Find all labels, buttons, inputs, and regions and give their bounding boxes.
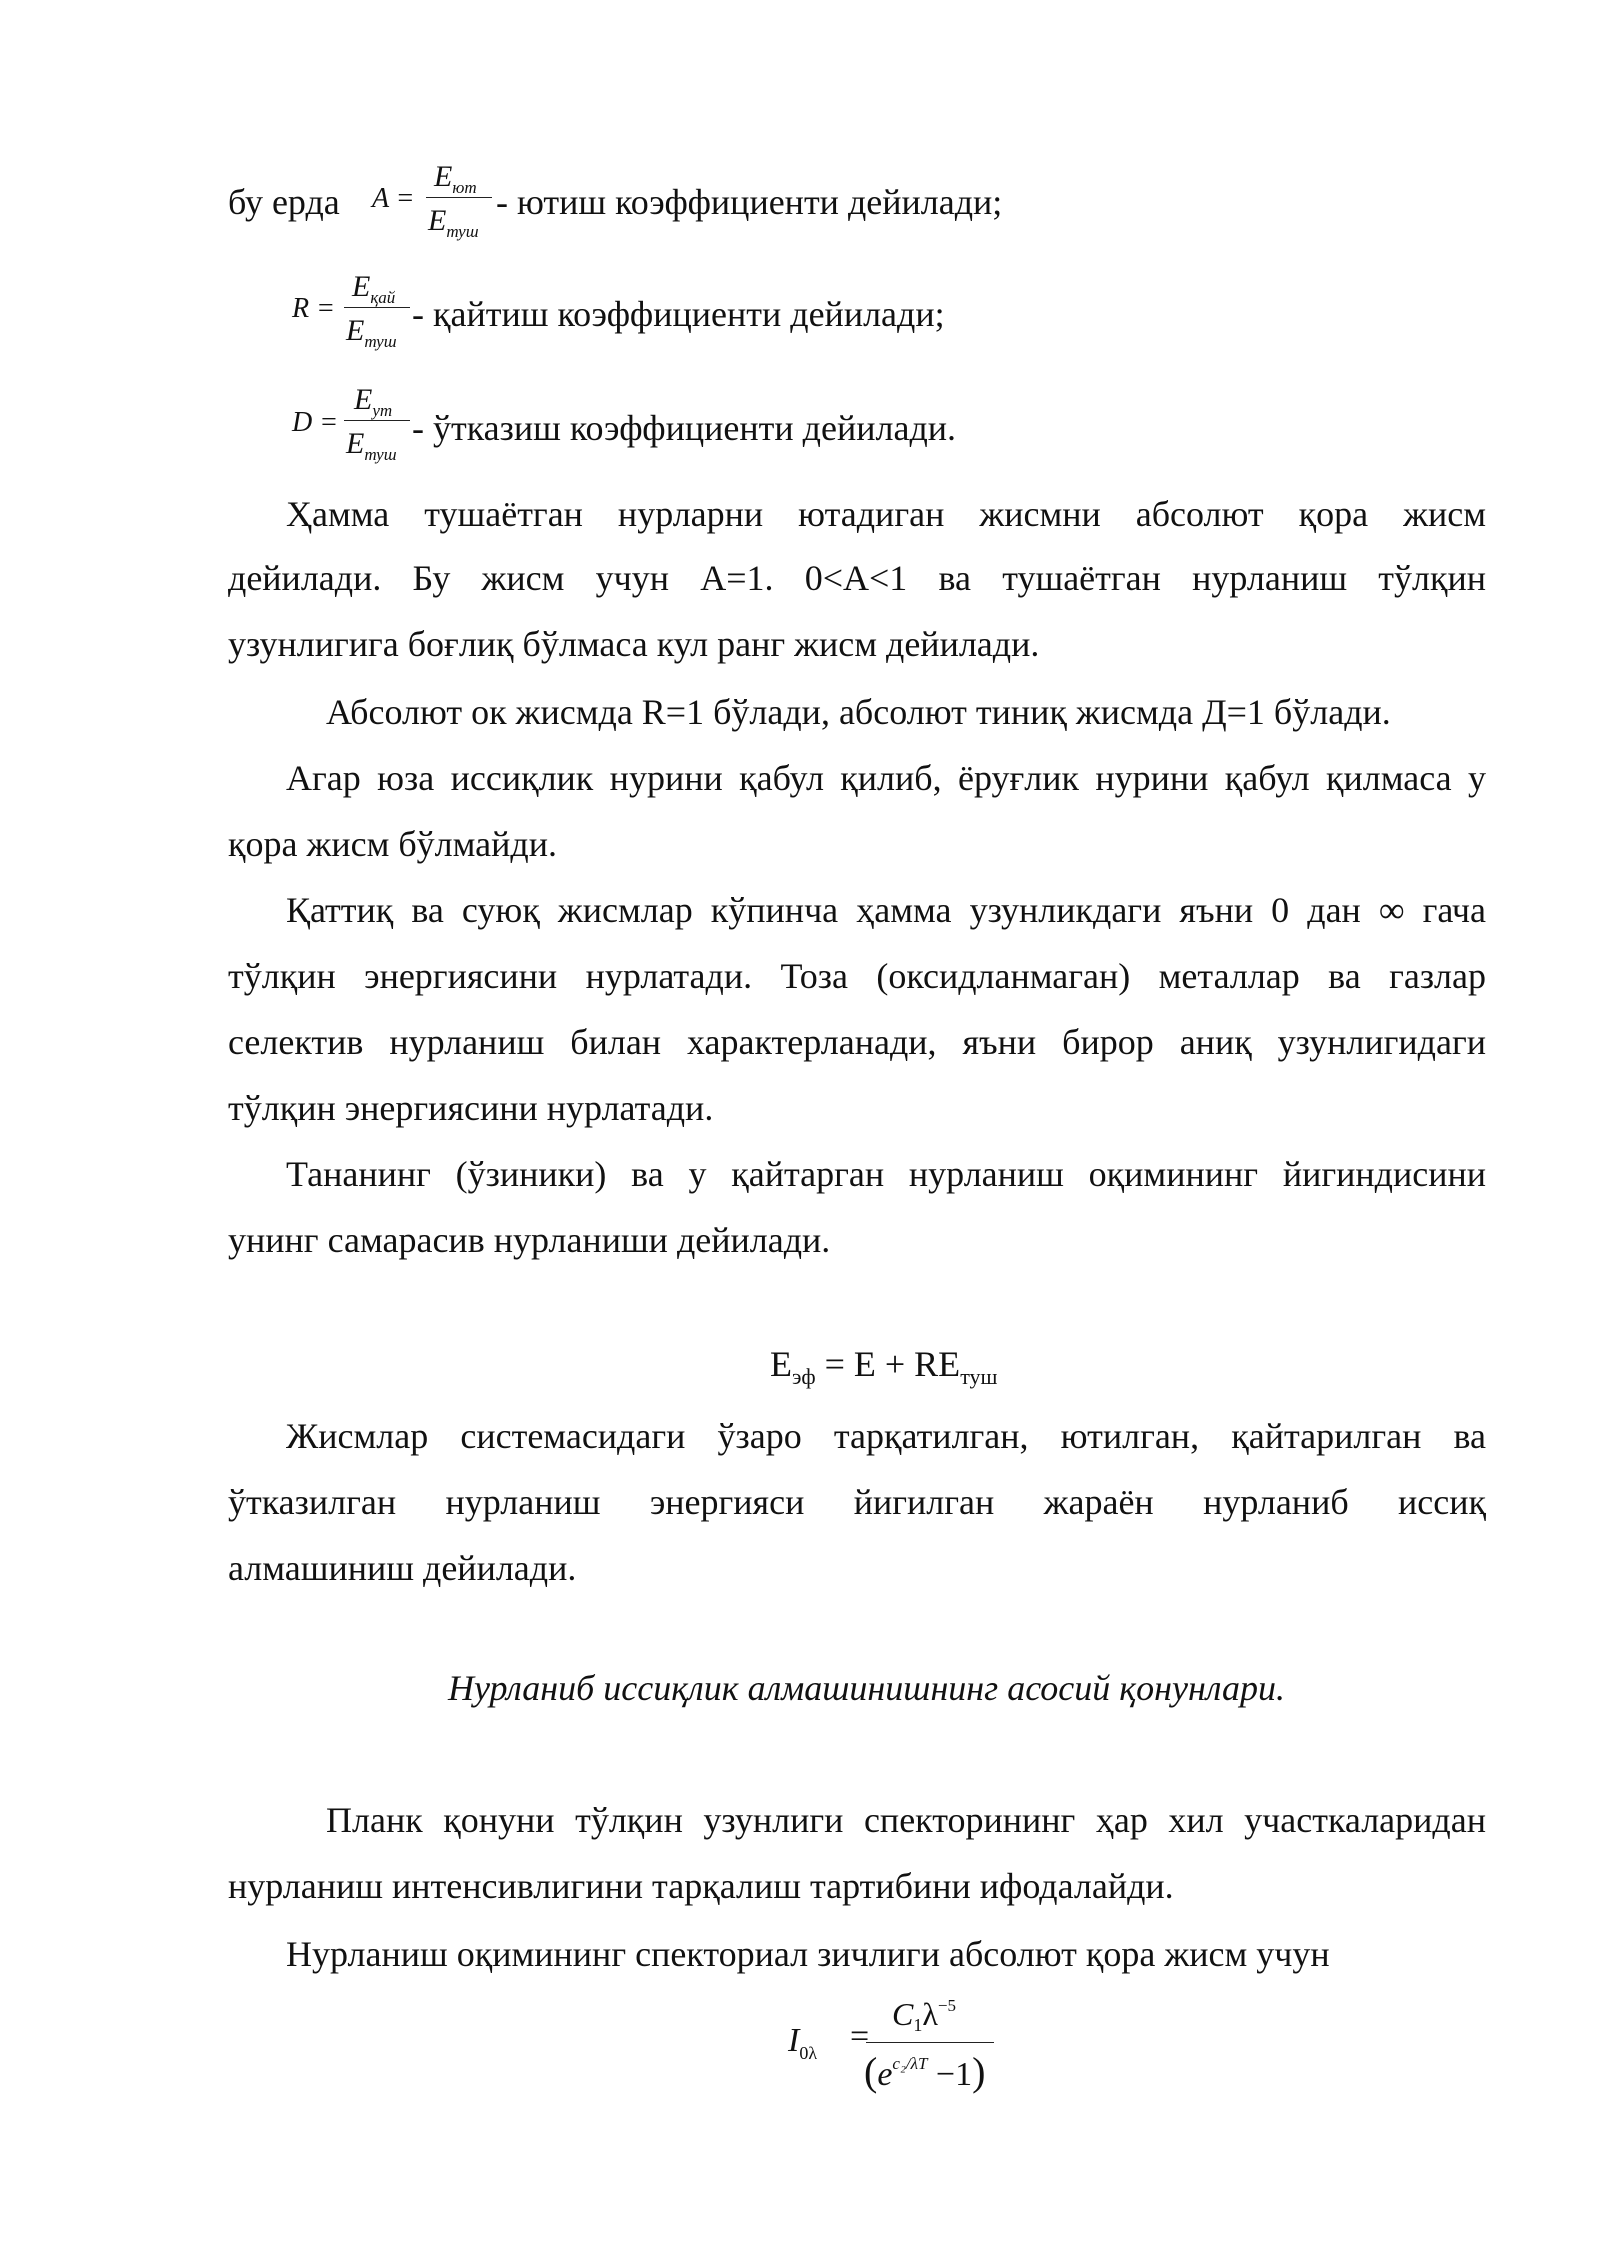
fraction-denominator: $E_{туш}$ [346, 314, 397, 351]
text-line: узунлигига боғлиқ бўлмаса кул ранг жисм дейилади. [228, 624, 1040, 664]
text-line: Жисмлар системасидаги ўзаро тарқатилган, ютилган, қайтарилган ва [286, 1416, 1486, 1456]
text-line: дейилади. Бу жисм учун А=1. 0<А<1 ва тушаётган нурланиш тўлқин [228, 558, 1486, 598]
fraction-denominator: $E_{туш}$ [428, 204, 479, 241]
formula-description: - қайтиш коэффициенти дейилади; [412, 294, 945, 334]
text-line: нурланиш интенсивлигини тарқалиш тартибини ифодалайди. [228, 1866, 1174, 1906]
formula-description: - ўтказиш коэффициенти дейилади. [412, 408, 957, 448]
formula-lhs: R = [292, 293, 335, 324]
fraction-numerator: $E_{ут}$ [354, 383, 393, 420]
text-line: Қаттиқ ва суюқ жисмлар кўпинча ҳамма узунликдаги яъни 0 дан ∞ гача [286, 890, 1486, 930]
fraction-numerator: $E_{ют}$ [434, 160, 477, 197]
text-line: Агар юза иссиқлик нурини қабул қилиб, ёруғлик нурини қабул қилмаса у [286, 758, 1486, 798]
text-line: Ҳамма тушаётган нурларни ютадиган жисмни абсолют қора жисм [286, 494, 1486, 534]
planck-fraction-bar [866, 2042, 994, 2043]
planck-lhs: $I_{0\lambda}$ [788, 2022, 818, 2063]
planck-formula [780, 1996, 1020, 2106]
formula-lhs: D = [292, 407, 339, 438]
text-line: Тананинг (ўзиники) ва у қайтарган нурланиш оқимининг йигиндисини [286, 1154, 1486, 1194]
fraction-denominator: $E_{туш}$ [346, 427, 397, 464]
planck-denominator: $(e^{c_2/\lambda T} -1)$ [864, 2049, 986, 2094]
text-line: ўтказилган нурланиш энергияси йигилган жараён нурланиб иссиқ [228, 1482, 1486, 1522]
text-line: Планк қонуни тўлқин узунлиги спекторининг ҳар хил участкаларидан [326, 1800, 1486, 1840]
text-line: алмашиниш дейилади. [228, 1548, 577, 1588]
text-line: тўлқин энергиясини нурлатади. Тоза (оксидланмаган) металлар ва газлар [228, 956, 1486, 996]
fraction-bar [344, 307, 410, 308]
text-line: тўлқин энергиясини нурлатади. [228, 1088, 714, 1128]
fraction-bar [426, 197, 492, 198]
text-line: унинг самарасив нурланиши дейилади. [228, 1220, 831, 1260]
section-heading: Нурланиб иссиқлик алмашинишнинг асосий қонунлари. [448, 1668, 1285, 1708]
formula-lhs: A = [372, 183, 415, 214]
formula-prefix: бу ерда [228, 182, 340, 222]
fraction-numerator: $E_{қай}$ [352, 270, 396, 307]
planck-numerator: $C1\lambda^{-5}$ [892, 1996, 956, 2035]
effective-radiation-equation: $E_{эф} = E + RE_{туш}$ [770, 1344, 998, 1389]
text-line: қора жисм бўлмайди. [228, 824, 558, 864]
fraction-bar [344, 420, 410, 421]
planck-equals: = [850, 2018, 870, 2055]
text-line: Нурланиш оқимининг спекториал зичлиги абсолют қора жисм учун [286, 1934, 1330, 1974]
text-line: селектив нурланиш билан характерланади, яъни бирор аниқ узунлигидаги [228, 1022, 1486, 1062]
formula-description: - ютиш коэффициенти дейилади; [496, 182, 1003, 222]
text-line: Абсолют ок жисмда R=1 бўлади, абсолют тиниқ жисмда Д=1 бўлади. [326, 692, 1391, 732]
